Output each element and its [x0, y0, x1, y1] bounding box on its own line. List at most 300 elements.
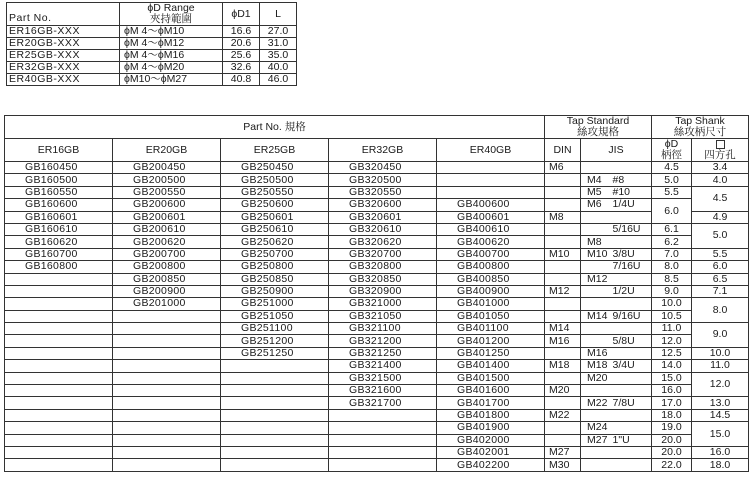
part-cell-er25	[221, 385, 329, 397]
spec-cell-l: 27.0	[260, 26, 297, 38]
table-row	[5, 285, 749, 297]
header-square-zh: 四方孔	[704, 149, 736, 161]
part-cell-er20	[113, 446, 221, 458]
din-cell: M6	[545, 162, 581, 174]
part-cell-er32: GB321600	[329, 385, 437, 397]
din-cell	[545, 273, 581, 285]
jis-size-cell	[581, 211, 611, 223]
jis-size-cell: M8	[581, 236, 611, 248]
din-cell	[545, 310, 581, 322]
jis-size-cell	[581, 446, 611, 458]
table-row	[5, 186, 749, 198]
part-cell-er25	[221, 372, 329, 384]
jis-inch-cell	[611, 446, 652, 458]
part-cell-er40: GB401200	[437, 335, 545, 347]
spec-cell-l: 46.0	[260, 74, 297, 86]
part-cell-er40: GB401800	[437, 409, 545, 421]
jis-size-cell: M4	[581, 174, 611, 186]
part-cell-er25: GB250450	[221, 162, 329, 174]
part-cell-er40: GB401000	[437, 298, 545, 310]
part-cell-er32	[329, 422, 437, 434]
part-cell-er20	[113, 385, 221, 397]
part-cell-er32: GB321050	[329, 310, 437, 322]
part-cell-er32: GB320500	[329, 174, 437, 186]
din-cell: M18	[545, 360, 581, 372]
square-hole-cell: 8.0	[692, 298, 749, 323]
jis-size-cell	[581, 459, 611, 471]
din-cell	[545, 298, 581, 310]
jis-size-cell: M14	[581, 310, 611, 322]
part-cell-er16	[5, 434, 113, 446]
table-row	[5, 248, 749, 260]
jis-inch-cell	[611, 422, 652, 434]
jis-inch-cell	[611, 323, 652, 335]
spec-cell-d1: 20.6	[223, 38, 260, 50]
square-hole-cell: 6.5	[692, 273, 749, 285]
spec-header-row	[7, 3, 297, 26]
spec-cell-part: ER40GB-XXX	[7, 74, 120, 86]
shank-d-cell: 6.1	[652, 223, 692, 235]
spec-table	[6, 2, 297, 86]
part-cell-er40: GB401600	[437, 385, 545, 397]
part-cell-er40: GB401050	[437, 310, 545, 322]
part-cell-er16	[5, 409, 113, 421]
spec-cell-range: ϕM 4～ϕM10	[120, 26, 223, 38]
shank-d-cell: 12.5	[652, 347, 692, 359]
jis-size-cell	[581, 285, 611, 297]
shank-d-cell: 8.0	[652, 261, 692, 273]
part-cell-er16	[5, 323, 113, 335]
part-cell-er16	[5, 372, 113, 384]
jis-inch-cell: 5/8U	[611, 335, 652, 347]
table-row	[5, 199, 749, 211]
part-cell-er32: GB320620	[329, 236, 437, 248]
square-hole-cell: 4.5	[692, 186, 749, 211]
jis-inch-cell: 9/16U	[611, 310, 652, 322]
jis-inch-cell: 1/4U	[611, 199, 652, 211]
shank-d-cell: 16.0	[652, 385, 692, 397]
part-cell-er32	[329, 459, 437, 471]
jis-inch-cell: 1"U	[611, 434, 652, 446]
part-cell-er40: GB400601	[437, 211, 545, 223]
jis-inch-cell	[611, 347, 652, 359]
din-cell	[545, 372, 581, 384]
spec-cell-part: ER20GB-XXX	[7, 38, 120, 50]
main-header-jis: JIS	[581, 139, 652, 162]
jis-size-cell	[581, 335, 611, 347]
jis-size-cell: M20	[581, 372, 611, 384]
jis-inch-cell: #10	[611, 186, 652, 198]
square-hole-cell: 7.1	[692, 285, 749, 297]
part-cell-er25: GB250700	[221, 248, 329, 260]
shank-d-cell: 9.0	[652, 285, 692, 297]
part-cell-er16	[5, 459, 113, 471]
part-cell-er20	[113, 422, 221, 434]
spec-cell-part: ER25GB-XXX	[7, 50, 120, 62]
part-cell-er32: GB320610	[329, 223, 437, 235]
part-cell-er20: GB200700	[113, 248, 221, 260]
part-cell-er40: GB400800	[437, 261, 545, 273]
part-cell-er40: GB401500	[437, 372, 545, 384]
jis-size-cell: M5	[581, 186, 611, 198]
square-hole-icon	[716, 140, 725, 149]
din-cell	[545, 174, 581, 186]
part-cell-er32: GB320550	[329, 186, 437, 198]
spec-cell-d1: 16.6	[223, 26, 260, 38]
table-row	[5, 223, 749, 235]
shank-d-cell: 4.5	[652, 162, 692, 174]
part-cell-er20: GB200850	[113, 273, 221, 285]
part-cell-er20	[113, 434, 221, 446]
part-cell-er40	[437, 186, 545, 198]
spec-cell-part: ER32GB-XXX	[7, 62, 120, 74]
part-cell-er25: GB250610	[221, 223, 329, 235]
table-row	[5, 236, 749, 248]
spec-row	[7, 38, 297, 50]
part-cell-er25: GB250850	[221, 273, 329, 285]
part-cell-er16	[5, 273, 113, 285]
shank-d-cell: 11.0	[652, 323, 692, 335]
part-cell-er40: GB400700	[437, 248, 545, 260]
part-cell-er25	[221, 409, 329, 421]
shank-d-cell: 12.0	[652, 335, 692, 347]
jis-size-cell: M27	[581, 434, 611, 446]
col-er20: ER20GB	[113, 139, 221, 162]
part-cell-er16: GB160601	[5, 211, 113, 223]
part-cell-er32: GB320900	[329, 285, 437, 297]
table-row	[5, 335, 749, 347]
shank-d-cell: 19.0	[652, 422, 692, 434]
spec-header-part-no: Part No.	[7, 3, 120, 26]
part-cell-er32: GB320850	[329, 273, 437, 285]
part-cell-er40	[437, 174, 545, 186]
part-cell-er20	[113, 459, 221, 471]
shank-d-cell: 10.0	[652, 298, 692, 310]
table-row	[5, 434, 749, 446]
din-cell: M10	[545, 248, 581, 260]
table-row	[5, 323, 749, 335]
part-cell-er16	[5, 298, 113, 310]
spec-header-range-en: ϕD Range	[147, 2, 195, 14]
spec-header-range-zh: 夾持範圍	[150, 13, 192, 25]
main-header-row-1	[5, 116, 749, 139]
din-cell	[545, 347, 581, 359]
spec-row	[7, 50, 297, 62]
square-hole-cell: 14.5	[692, 409, 749, 421]
part-cell-er16: GB160450	[5, 162, 113, 174]
shank-d-cell: 6.0	[652, 199, 692, 224]
part-cell-er32	[329, 409, 437, 421]
part-cell-er25	[221, 446, 329, 458]
part-cell-er16	[5, 335, 113, 347]
part-cell-er40	[437, 162, 545, 174]
jis-inch-cell	[611, 409, 652, 421]
jis-inch-cell: 7/8U	[611, 397, 652, 409]
din-cell: M8	[545, 211, 581, 223]
part-cell-er32: GB321000	[329, 298, 437, 310]
part-cell-er25	[221, 397, 329, 409]
shank-d-cell: 8.5	[652, 273, 692, 285]
part-cell-er40: GB401900	[437, 422, 545, 434]
table-row	[5, 409, 749, 421]
part-cell-er20: GB200600	[113, 199, 221, 211]
part-cell-er40: GB402001	[437, 446, 545, 458]
part-cell-er25	[221, 459, 329, 471]
part-cell-er40: GB401250	[437, 347, 545, 359]
jis-inch-cell: 3/4U	[611, 360, 652, 372]
spec-cell-d1: 25.6	[223, 50, 260, 62]
din-cell	[545, 199, 581, 211]
din-cell	[545, 223, 581, 235]
jis-size-cell: M24	[581, 422, 611, 434]
col-er16: ER16GB	[5, 139, 113, 162]
header-d-zh: 柄徑	[661, 149, 682, 161]
jis-size-cell: M22	[581, 397, 611, 409]
din-cell: M30	[545, 459, 581, 471]
table-row	[5, 273, 749, 285]
part-cell-er25: GB251000	[221, 298, 329, 310]
square-hole-cell: 10.0	[692, 347, 749, 359]
part-cell-er25: GB250800	[221, 261, 329, 273]
header-d-label: ϕD	[664, 138, 679, 150]
part-cell-er20: GB200620	[113, 236, 221, 248]
part-cell-er40: GB401100	[437, 323, 545, 335]
part-cell-er20	[113, 323, 221, 335]
jis-size-cell	[581, 409, 611, 421]
part-cell-er20: GB201000	[113, 298, 221, 310]
part-cell-er25: GB250601	[221, 211, 329, 223]
table-row	[5, 446, 749, 458]
part-cell-er25	[221, 360, 329, 372]
jis-inch-cell: 5/16U	[611, 223, 652, 235]
square-hole-cell: 13.0	[692, 397, 749, 409]
din-cell: M20	[545, 385, 581, 397]
jis-inch-cell	[611, 273, 652, 285]
table-row	[5, 261, 749, 273]
shank-d-cell: 14.0	[652, 360, 692, 372]
part-cell-er20: GB200800	[113, 261, 221, 273]
part-cell-er40: GB401700	[437, 397, 545, 409]
part-cell-er32: GB321200	[329, 335, 437, 347]
jis-inch-cell	[611, 459, 652, 471]
part-cell-er20	[113, 397, 221, 409]
part-cell-er20	[113, 335, 221, 347]
square-hole-cell: 11.0	[692, 360, 749, 372]
part-cell-er32: GB320601	[329, 211, 437, 223]
table-row	[5, 298, 749, 310]
part-cell-er16: GB160800	[5, 261, 113, 273]
part-cell-er25: GB250620	[221, 236, 329, 248]
spec-cell-part: ER16GB-XXX	[7, 26, 120, 38]
spec-cell-range: ϕM 4～ϕM16	[120, 50, 223, 62]
spec-body	[7, 26, 297, 86]
din-cell	[545, 397, 581, 409]
jis-size-cell	[581, 385, 611, 397]
spec-cell-l: 40.0	[260, 62, 297, 74]
main-header-tap-shank	[652, 116, 749, 139]
square-hole-cell: 18.0	[692, 459, 749, 471]
shank-d-cell: 5.0	[652, 174, 692, 186]
table-row	[5, 162, 749, 174]
part-cell-er32: GB320800	[329, 261, 437, 273]
spec-cell-range: ϕM 4～ϕM12	[120, 38, 223, 50]
square-hole-cell: 5.5	[692, 248, 749, 260]
part-cell-er20	[113, 310, 221, 322]
tap-shank-en: Tap Shank	[675, 115, 725, 127]
col-er40: ER40GB	[437, 139, 545, 162]
jis-size-cell: M10	[581, 248, 611, 260]
part-cell-er16: GB160610	[5, 223, 113, 235]
table-row	[5, 310, 749, 322]
main-header-d	[652, 139, 692, 162]
din-cell: M16	[545, 335, 581, 347]
table-row	[5, 360, 749, 372]
part-cell-er25: GB251100	[221, 323, 329, 335]
part-cell-er32: GB321250	[329, 347, 437, 359]
shank-d-cell: 20.0	[652, 434, 692, 446]
shank-d-cell: 22.0	[652, 459, 692, 471]
din-cell: M12	[545, 285, 581, 297]
jis-inch-cell	[611, 236, 652, 248]
part-cell-er40: GB400620	[437, 236, 545, 248]
din-cell	[545, 422, 581, 434]
square-hole-cell: 6.0	[692, 261, 749, 273]
table-row	[5, 459, 749, 471]
part-cell-er20	[113, 360, 221, 372]
part-cell-er16	[5, 310, 113, 322]
din-cell	[545, 261, 581, 273]
spec-cell-l: 31.0	[260, 38, 297, 50]
spec-cell-range: ϕM 4～ϕM20	[120, 62, 223, 74]
square-hole-cell: 16.0	[692, 446, 749, 458]
part-cell-er16	[5, 422, 113, 434]
part-cell-er32	[329, 434, 437, 446]
part-cell-er16: GB160550	[5, 186, 113, 198]
part-cell-er16	[5, 285, 113, 297]
part-cell-er16: GB160500	[5, 174, 113, 186]
part-cell-er20: GB200550	[113, 186, 221, 198]
part-cell-er40: GB400610	[437, 223, 545, 235]
part-cell-er25: GB251250	[221, 347, 329, 359]
part-cell-er25	[221, 434, 329, 446]
tap-shank-zh: 絲攻柄尺寸	[673, 126, 727, 138]
part-cell-er32: GB321700	[329, 397, 437, 409]
din-cell	[545, 186, 581, 198]
part-cell-er40: GB401400	[437, 360, 545, 372]
part-cell-er25: GB250900	[221, 285, 329, 297]
part-cell-er40: GB402000	[437, 434, 545, 446]
part-cell-er16: GB160600	[5, 199, 113, 211]
table-row	[5, 211, 749, 223]
part-cell-er25	[221, 422, 329, 434]
main-body	[5, 162, 749, 472]
din-cell: M27	[545, 446, 581, 458]
shank-d-cell: 20.0	[652, 446, 692, 458]
jis-size-cell: M16	[581, 347, 611, 359]
part-cell-er40: GB400900	[437, 285, 545, 297]
jis-size-cell	[581, 162, 611, 174]
part-cell-er25: GB250550	[221, 186, 329, 198]
part-cell-er20: GB200450	[113, 162, 221, 174]
main-header-part-no: Part No. 規格	[5, 116, 545, 139]
tap-standard-zh: 絲攻規格	[577, 126, 619, 138]
main-header-square	[692, 139, 749, 162]
jis-size-cell: M12	[581, 273, 611, 285]
part-cell-er32: GB320700	[329, 248, 437, 260]
main-header-din: DIN	[545, 139, 581, 162]
part-cell-er16: GB160620	[5, 236, 113, 248]
tap-standard-en: Tap Standard	[566, 115, 630, 127]
part-cell-er32: GB321500	[329, 372, 437, 384]
jis-size-cell	[581, 223, 611, 235]
part-cell-er25: GB251200	[221, 335, 329, 347]
part-cell-er25: GB250500	[221, 174, 329, 186]
table-row	[5, 347, 749, 359]
part-cell-er20: GB200500	[113, 174, 221, 186]
shank-d-cell: 10.5	[652, 310, 692, 322]
square-hole-cell: 9.0	[692, 323, 749, 348]
jis-size-cell	[581, 261, 611, 273]
spec-cell-l: 35.0	[260, 50, 297, 62]
jis-inch-cell	[611, 162, 652, 174]
din-cell	[545, 434, 581, 446]
table-row	[5, 385, 749, 397]
main-table	[4, 115, 749, 472]
table-row	[5, 372, 749, 384]
spec-header-d1: ϕD1	[223, 3, 260, 26]
part-cell-er16: GB160700	[5, 248, 113, 260]
square-hole-cell: 4.9	[692, 211, 749, 223]
spec-header-range	[120, 3, 223, 26]
shank-d-cell: 18.0	[652, 409, 692, 421]
part-cell-er40: GB400850	[437, 273, 545, 285]
square-hole-cell: 15.0	[692, 422, 749, 447]
spec-row	[7, 74, 297, 86]
jis-size-cell	[581, 298, 611, 310]
jis-inch-cell	[611, 385, 652, 397]
part-cell-er16	[5, 397, 113, 409]
spec-cell-d1: 40.8	[223, 74, 260, 86]
square-hole-cell: 3.4	[692, 162, 749, 174]
part-cell-er20	[113, 372, 221, 384]
part-cell-er25: GB250600	[221, 199, 329, 211]
jis-inch-cell: 7/16U	[611, 261, 652, 273]
part-cell-er32: GB321400	[329, 360, 437, 372]
part-cell-er20: GB200601	[113, 211, 221, 223]
table-row	[5, 397, 749, 409]
jis-inch-cell: 3/8U	[611, 248, 652, 260]
part-cell-er20	[113, 409, 221, 421]
part-cell-er16	[5, 385, 113, 397]
shank-d-cell: 5.5	[652, 186, 692, 198]
jis-size-cell: M6	[581, 199, 611, 211]
jis-size-cell	[581, 323, 611, 335]
jis-inch-cell	[611, 372, 652, 384]
din-cell: M22	[545, 409, 581, 421]
table-row	[5, 174, 749, 186]
square-hole-cell: 12.0	[692, 372, 749, 397]
part-cell-er32	[329, 446, 437, 458]
shank-d-cell: 6.2	[652, 236, 692, 248]
jis-inch-cell	[611, 298, 652, 310]
shank-d-cell: 7.0	[652, 248, 692, 260]
part-cell-er25: GB251050	[221, 310, 329, 322]
spec-row	[7, 62, 297, 74]
part-cell-er20: GB200610	[113, 223, 221, 235]
din-cell	[545, 236, 581, 248]
square-hole-cell: 4.0	[692, 174, 749, 186]
spec-row	[7, 26, 297, 38]
